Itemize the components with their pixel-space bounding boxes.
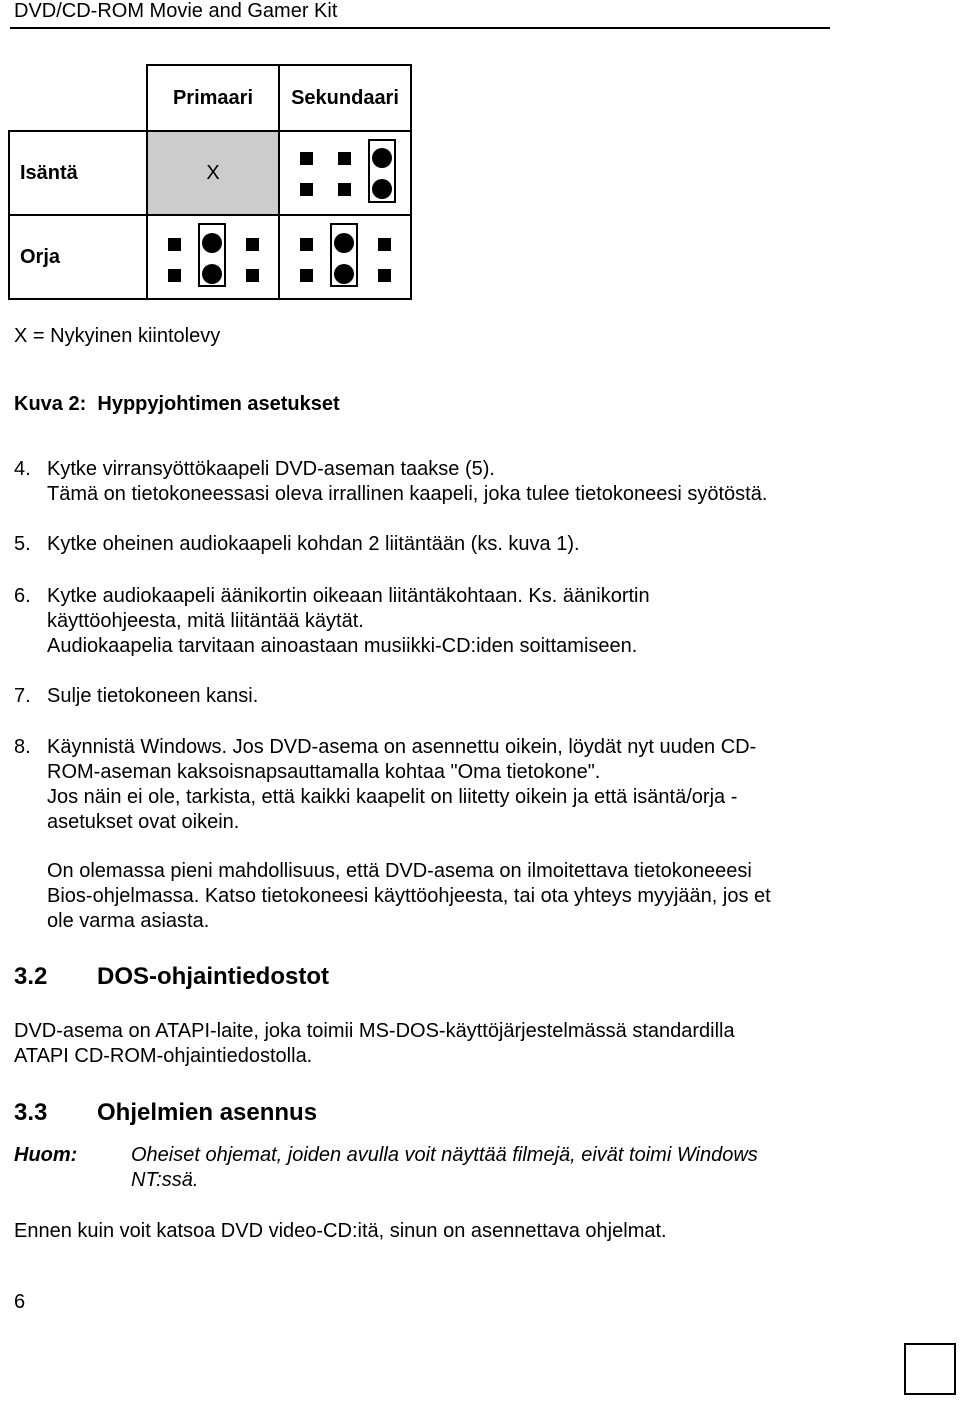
step-number-7: 7. [14, 685, 31, 707]
jumper-pin-dot-icon [334, 233, 354, 253]
section-3-3-title: Ohjelmien asennus [97, 1099, 318, 1126]
pin-icon [246, 269, 259, 282]
step-4-line-2: Tämä on tietokoneessasi oleva irrallinen kaapeli, joka tulee tietokoneesi syötöstä. [47, 483, 768, 505]
pin-icon [378, 269, 391, 282]
note-label: Huom: [14, 1144, 78, 1166]
step-5-line-1: Kytke oheinen audiokaapeli kohdan 2 liitäntään (ks. kuva 1). [47, 533, 580, 555]
note-text-line-1: Oheiset ohjemat, joiden avulla voit näyttää filmejä, eivät toimi Windows [131, 1144, 758, 1166]
step-number-8: 8. [14, 736, 31, 758]
table-corner [9, 65, 147, 131]
legend-text: X = Nykyinen kiintolevy [14, 325, 221, 347]
column-header-secondary: Sekundaari [279, 65, 411, 131]
slave-primary-jumper [147, 215, 279, 299]
pin-icon [338, 183, 351, 196]
jumper-pins-master-secondary [280, 132, 410, 214]
step-6-line-1: Kytke audiokaapeli äänikortin oikeaan liitäntäkohtaan. Ks. äänikortin [47, 585, 650, 607]
document-header-title: DVD/CD-ROM Movie and Gamer Kit [14, 0, 338, 22]
jumper-pin-dot-icon [372, 148, 392, 168]
step-6-line-2: käyttöohjeesta, mitä liitäntää käytät. [47, 610, 364, 632]
master-secondary-jumper [279, 131, 411, 215]
note-paragraph-line-3: ole varma asiasta. [47, 910, 210, 932]
pin-icon [300, 152, 313, 165]
jumper-pin-dot-icon [334, 264, 354, 284]
column-header-primary: Primaari [147, 65, 279, 131]
current-drive-mark: X [206, 161, 220, 184]
jumper-pin-dot-icon [202, 264, 222, 284]
step-8-line-2: ROM-aseman kaksoisnapsauttamalla kohtaa "Oma tietokone". [47, 761, 601, 783]
step-7-line-1: Sulje tietokoneen kansi. [47, 685, 259, 707]
corner-box [904, 1343, 956, 1395]
pin-icon [300, 269, 313, 282]
row-header-master: Isäntä [9, 131, 147, 215]
section-3-2-number: 3.2 [14, 963, 48, 990]
step-number-5: 5. [14, 533, 31, 555]
pin-icon [300, 238, 313, 251]
figure-caption-text: Hyppyjohtimen asetukset [97, 393, 340, 415]
pin-icon [338, 152, 351, 165]
note-paragraph-line-1: On olemassa pieni mahdollisuus, että DVD-asema on ilmoitettava tietokoneeesi [47, 860, 752, 882]
note-paragraph-line-2: Bios-ohjelmassa. Katso tietokoneesi käyttöohjeesta, tai ota yhteys myyjään, jos et [47, 885, 771, 907]
step-8-line-4: asetukset ovat oikein. [47, 811, 240, 833]
master-primary-cell [147, 131, 279, 215]
step-number-4: 4. [14, 458, 31, 480]
page-number: 6 [14, 1291, 26, 1313]
pin-icon [168, 269, 181, 282]
pin-icon [168, 238, 181, 251]
jumper-pin-dot-icon [372, 179, 392, 199]
step-6-line-3: Audiokaapelia tarvitaan ainoastaan musiikki-CD:iden soittamiseen. [47, 635, 638, 657]
slave-secondary-jumper [279, 215, 411, 299]
step-8-line-3: Jos näin ei ole, tarkista, että kaikki kaapelit on liitetty oikein ja että isäntä/orja - [47, 786, 738, 808]
section-3-2-title: DOS-ohjaintiedostot [97, 963, 329, 990]
pin-icon [378, 238, 391, 251]
jumper-pins-slave-primary [148, 216, 278, 298]
section-3-2-body-line-2: ATAPI CD-ROM-ohjaintiedostolla. [14, 1045, 313, 1067]
section-3-2-body-line-1: DVD-asema on ATAPI-laite, joka toimii MS-DOS-käyttöjärjestelmässä standardilla [14, 1020, 735, 1042]
pin-icon [246, 238, 259, 251]
jumper-pin-dot-icon [202, 233, 222, 253]
step-number-6: 6. [14, 585, 31, 607]
header-rule [10, 27, 830, 29]
step-4-line-1: Kytke virransyöttökaapeli DVD-aseman taakse (5). [47, 458, 495, 480]
row-header-slave: Orja [9, 215, 147, 299]
section-3-3-body: Ennen kuin voit katsoa DVD video-CD:itä, sinun on asennettava ohjelmat. [14, 1220, 667, 1242]
figure-caption-label: Kuva 2: [14, 393, 87, 415]
figure-caption [14, 392, 340, 417]
jumper-pins-slave-secondary [280, 216, 410, 298]
step-8-line-1: Käynnistä Windows. Jos DVD-asema on asennettu oikein, löydät nyt uuden CD- [47, 736, 757, 758]
jumper-settings-table [8, 64, 412, 300]
section-3-3-number: 3.3 [14, 1099, 48, 1126]
pin-icon [300, 183, 313, 196]
note-text-line-2: NT:ssä. [131, 1169, 199, 1191]
